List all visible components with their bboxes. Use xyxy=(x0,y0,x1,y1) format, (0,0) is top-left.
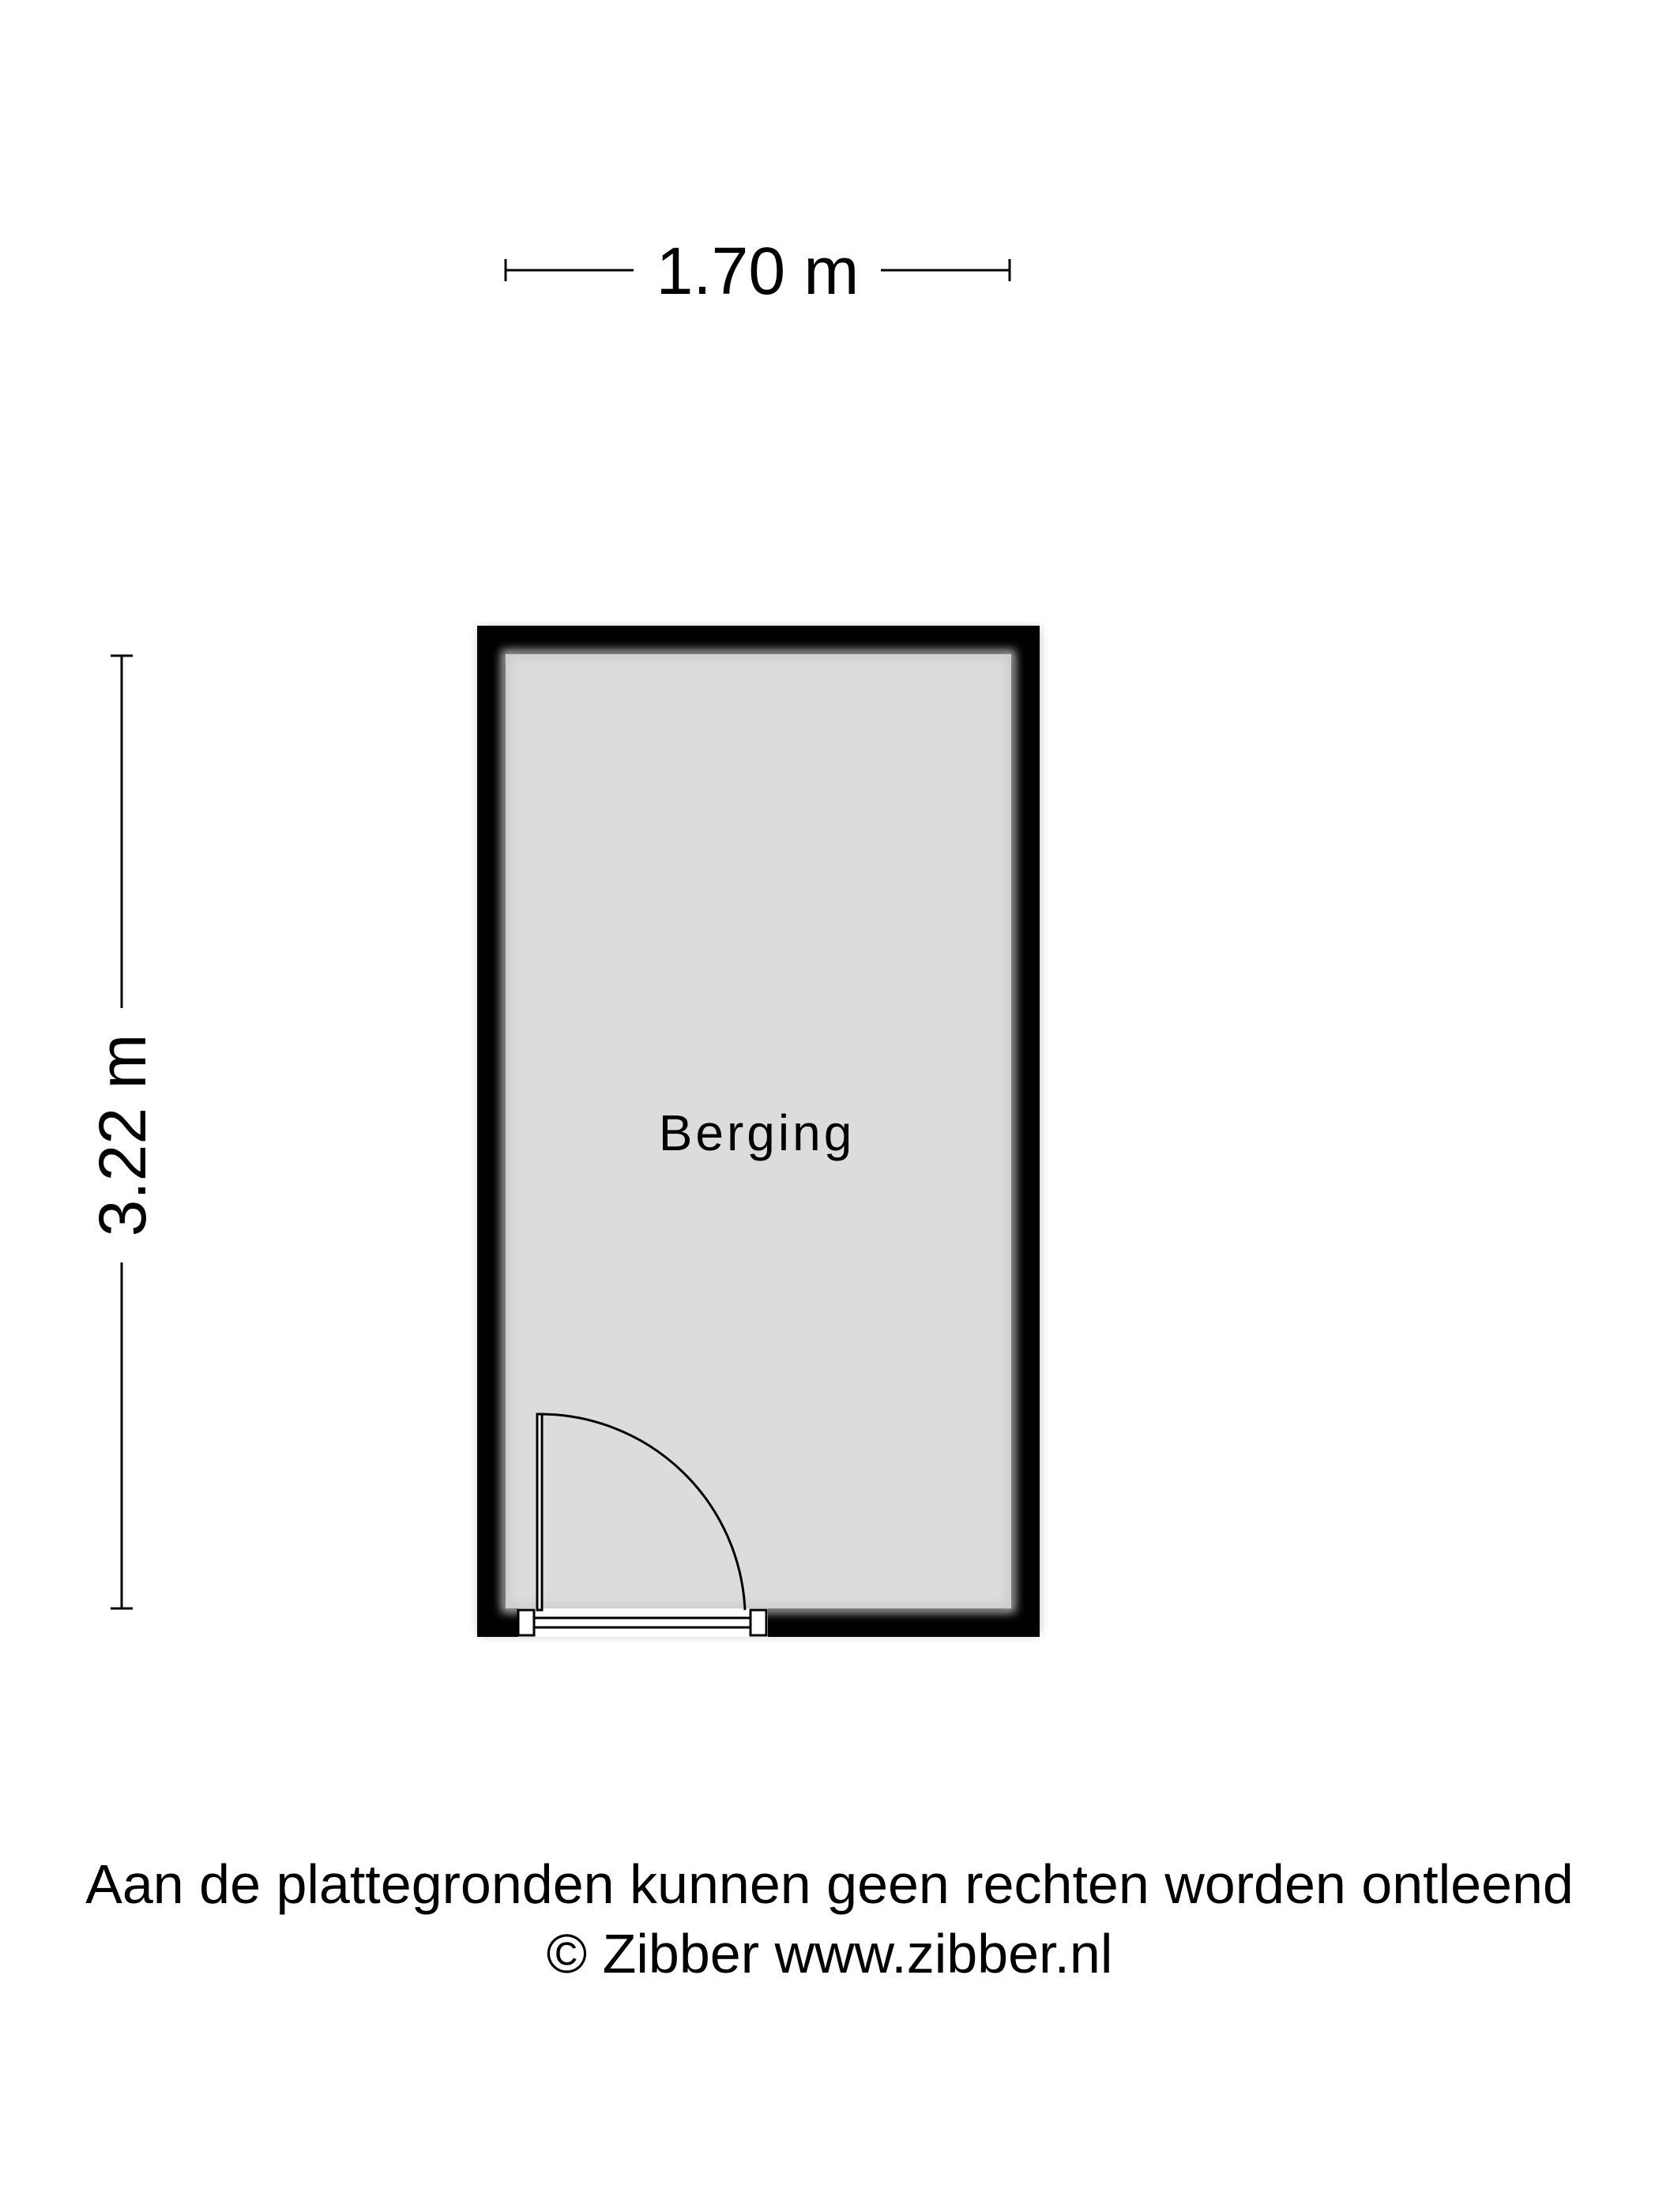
door-leaf xyxy=(537,1414,542,1610)
door-jamb-right xyxy=(750,1610,766,1635)
room-berging xyxy=(477,626,1040,1637)
width-dimension xyxy=(506,234,1010,308)
door-opening xyxy=(518,1608,768,1637)
height-dimension xyxy=(85,656,160,1608)
door-jamb-left xyxy=(518,1610,534,1635)
copyright-text: © Zibber www.zibber.nl xyxy=(546,1923,1113,1984)
disclaimer-text: Aan de plattegronden kunnen geen rechten worden ontleend xyxy=(85,1853,1574,1915)
height-dimension-label: 3.22 m xyxy=(85,1033,160,1237)
width-dimension-label: 1.70 m xyxy=(656,234,860,308)
room-label: Berging xyxy=(658,1104,856,1161)
